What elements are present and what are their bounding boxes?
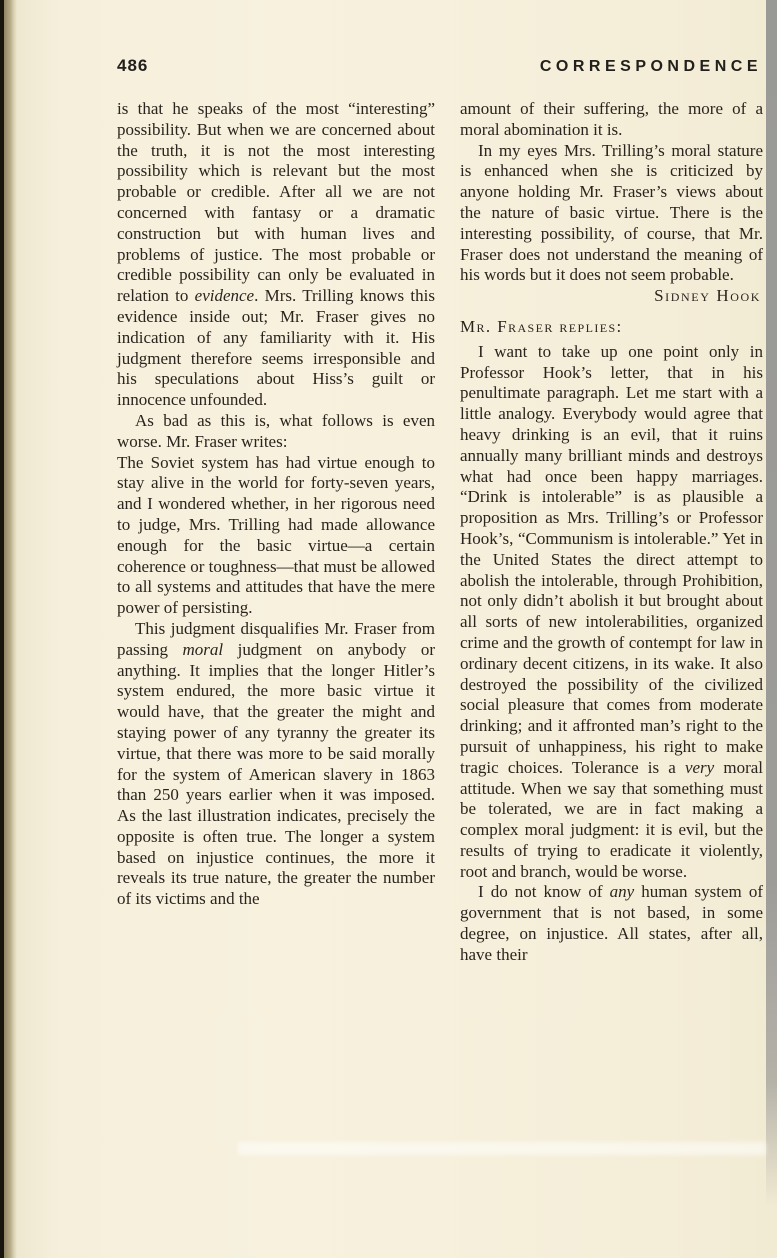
paragraph: I do not know of any human system of government that is not based, in some degree, on injustice. All states, after all, have their <box>460 882 764 964</box>
right-column <box>460 99 763 966</box>
paragraph: As bad as this is, what follows is even worse. Mr. Fraser writes: <box>117 410 435 451</box>
scan-left-page-edge <box>4 0 17 1258</box>
article-body <box>117 99 763 966</box>
paragraph: This judgment disqualifies Mr. Fraser from passing moral judgment on anybody or anything. It implies that the longer Hitler’s system endured, the more basic virtue it would have, that the greater the might and staying power of any tyranny the greater its virtue, that there was more to be said morally for the system of American slavery in 1863 than 250 years earlier when it was imposed. As the last illustration indicates, precisely the opposite is often true. The longer a system based on injustice continues, the more it reveals its true nature, the greater the number of its victims and the <box>117 618 436 909</box>
paragraph: In my eyes Mrs. Trilling’s moral stature is enhanced when she is criticized by anyone holding Mr. Fraser’s views about the nature of basic virtue. There is the interesting possibility, of course, that Mr. Fraser does not understand the meaning of his words but it does not seem probable. <box>460 140 763 285</box>
paragraph-continuation: is that he speaks of the most “interesting” possibility. But when we are concerned about the truth, it is not the most interesting possibility which is relevant but the most probable or credible. After all we are not concerned with fantasy or a dramatic construction but with human lives and problems of justice. The most probable or credible possibility can only be evaluated in relation to evidence. Mrs. Trilling knows this evidence inside out; Mr. Fraser gives no indication of any familiarity with it. His judgment therefore seems irresponsible and his speculations about Hiss’s guilt or innocence unfounded. <box>117 99 435 410</box>
page-header-title: CORRESPONDENCE <box>539 58 762 75</box>
reply-heading: Mr. Fraser replies: <box>460 316 623 336</box>
letter-signature: Sidney Hook <box>654 286 761 306</box>
left-column <box>117 99 435 966</box>
scan-right-page-edge <box>766 0 777 1258</box>
block-quote: The Soviet system has had virtue enough to stay alive in the world for forty-seven years, and I wondered whether, in her rigorous need to judge, Mrs. Trilling had made allowance enough for the basic virtue—a certain coherence or toughness—that must be allowed to all systems and attitudes that have the mere power of persisting. <box>117 452 435 618</box>
page-number: 486 <box>117 56 149 75</box>
paragraph-continuation: amount of their suffering, the more of a moral abomination it is. <box>460 99 763 139</box>
paragraph: I want to take up one point only in Professor Hook’s letter, that in his penultimate paragraph. Let me start with a little analogy. Everybody would agree that heavy drinking is an evil, that it ruins annually many brilliant minds and destroys what had once been happy marriages. “Drink is intolerable” is as plausible a proposition as Mrs. Trilling’s or Professor Hook’s, “Communism is intolerable.” Yet in the United States the direct attempt to abolish the intolerable, through Prohibition, not only didn’t abolish it but brought about all sorts of new intolerabilities, organized crime and the growth of contempt for law in ordinary decent citizens, in its wake. It also destroyed the possibility of the civilized social pleasure that comes from moderate drinking; and it affronted man’s right to the pursuit of unhappiness, his right to make tragic choices. Tolerance is a very moral attitude. When we say that something must be tolerated, we are in fact making a complex moral judgment: it is evil, but the results of trying to eradicate it violently, root and branch, would be worse. <box>460 341 764 881</box>
running-head <box>117 56 762 76</box>
scan-bleed-through-band <box>238 1142 766 1155</box>
